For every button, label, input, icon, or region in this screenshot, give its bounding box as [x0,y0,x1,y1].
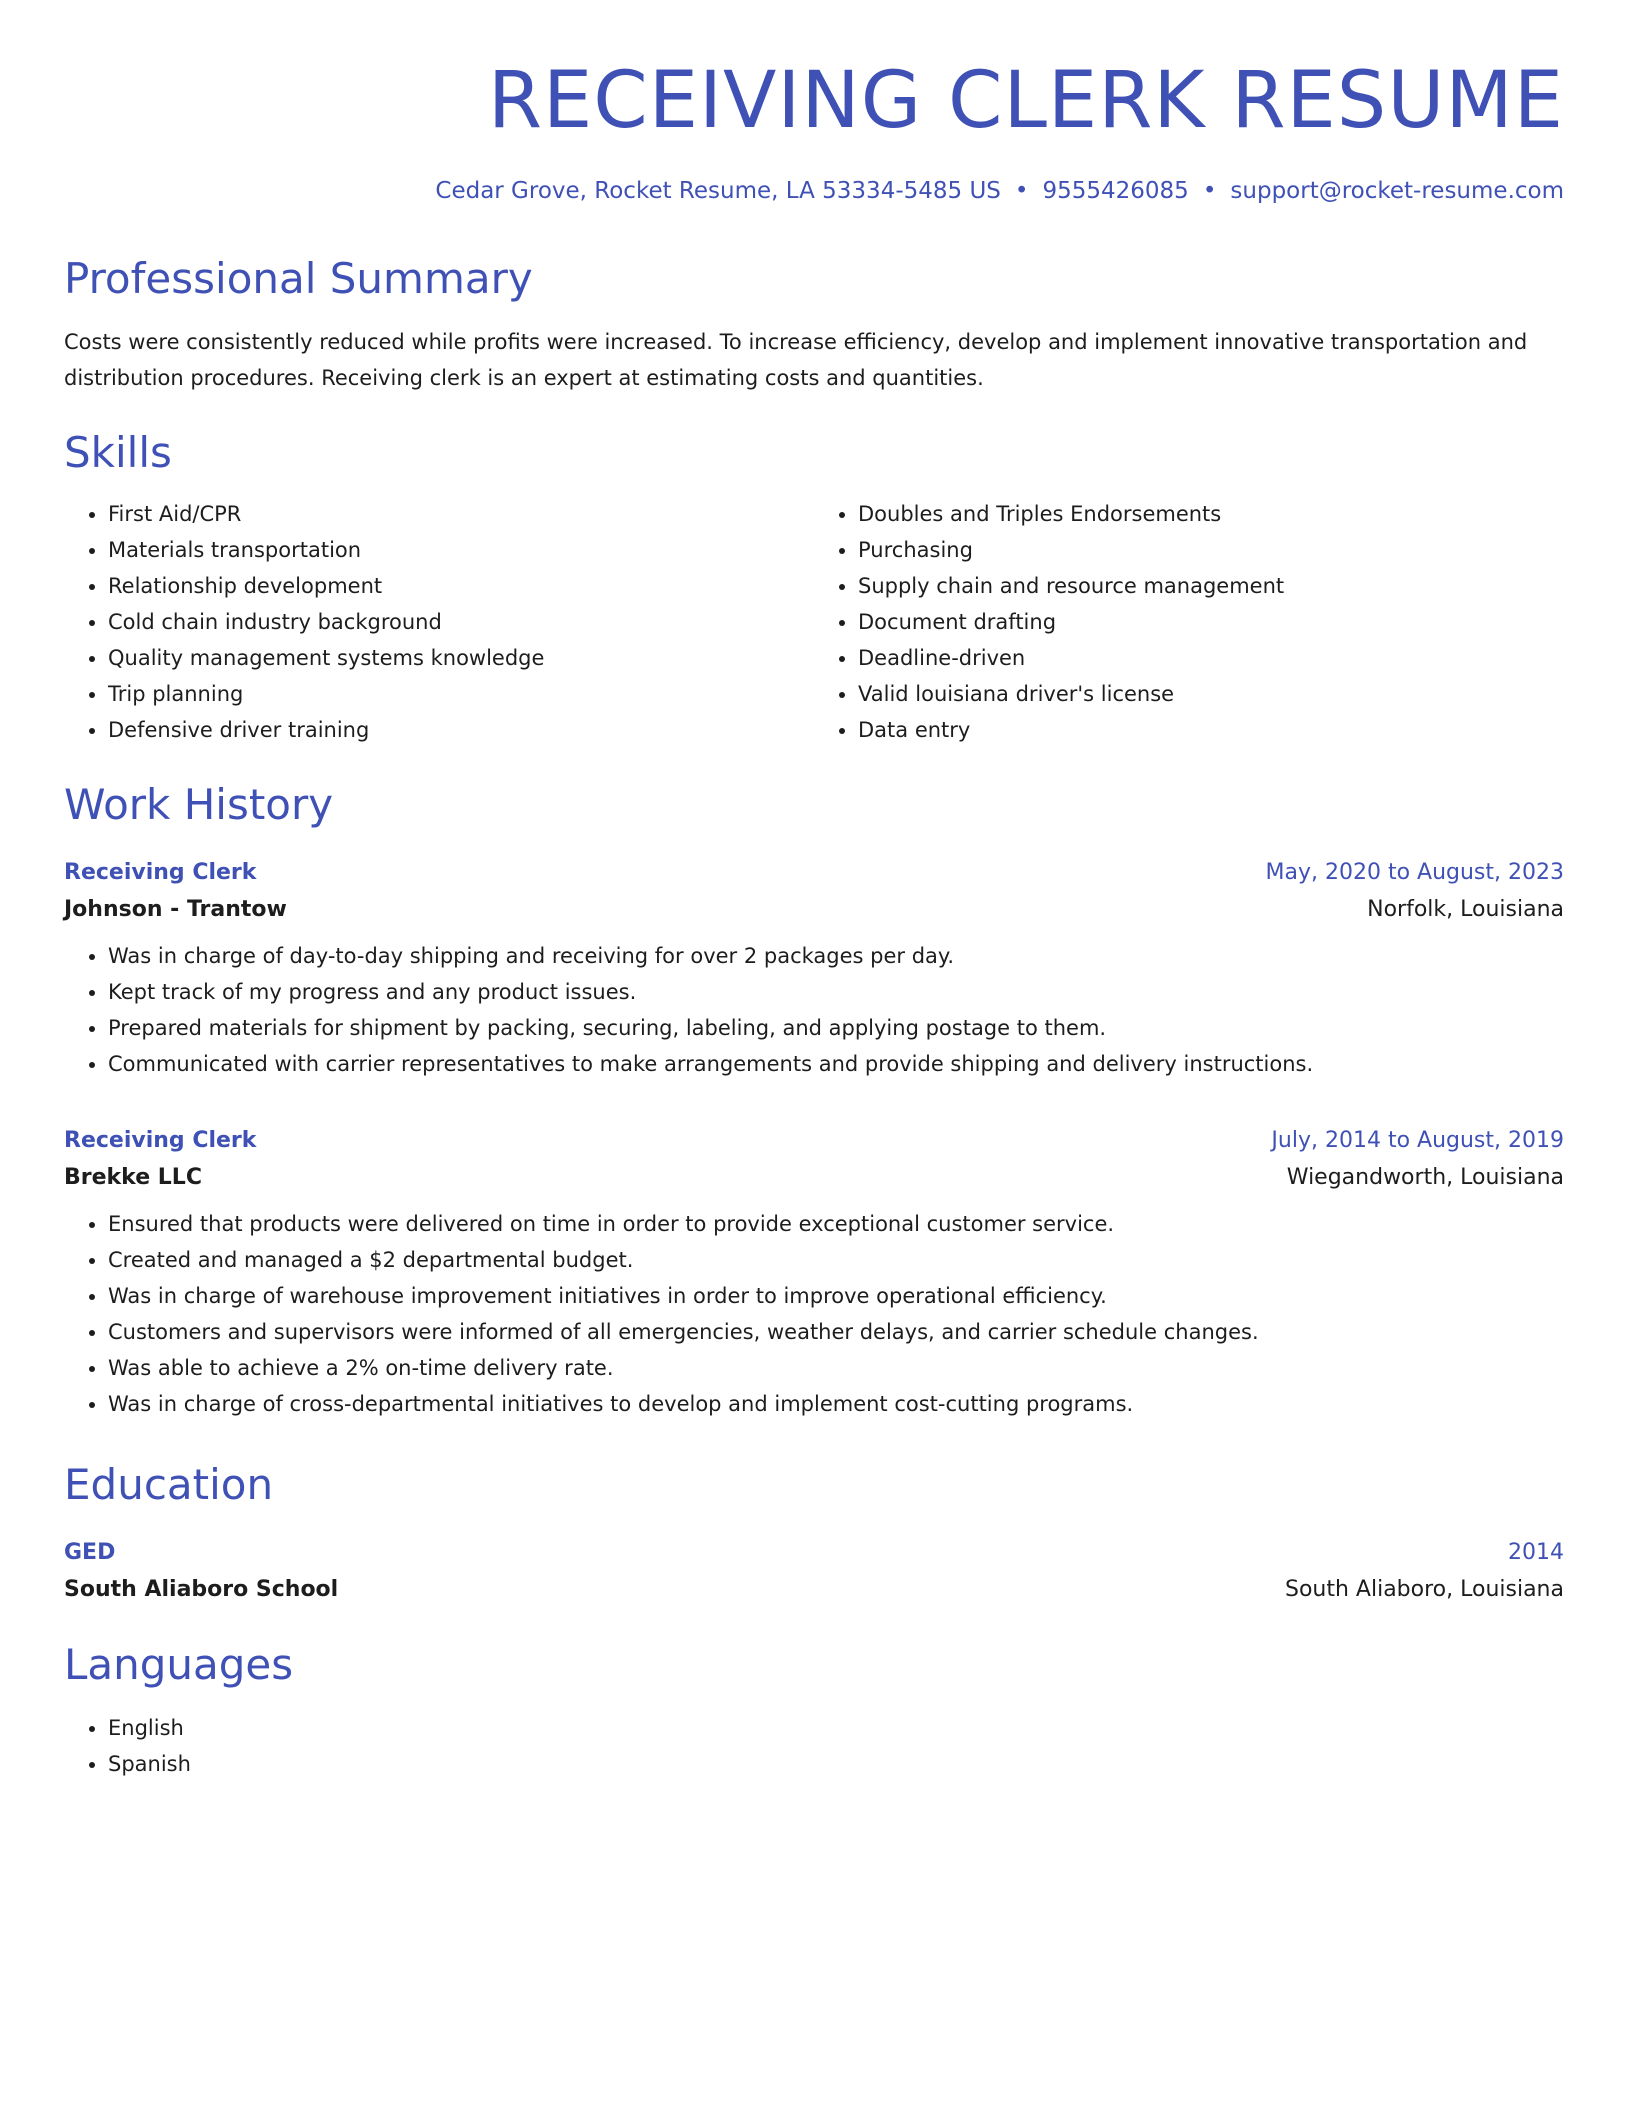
job-bullet: • Ensured that products were delivered on time in order to provide exceptional customer service. [108,1206,1564,1242]
job-title: Receiving Clerk [64,1128,257,1153]
skill-item: • Cold chain industry background [108,604,814,640]
language-item: • Spanish [108,1746,1564,1782]
job-company: Johnson - Trantow [64,897,287,922]
resume-title: RECEIVING CLERK RESUME [487,56,1564,146]
skills-columns [64,496,1564,748]
job-dates: July, 2014 to August, 2019 [1271,1128,1564,1153]
skill-item: • Valid louisiana driver's license [858,676,1564,712]
skill-item: • First Aid/CPR [108,496,814,532]
skill-item: • Deadline-driven [858,640,1564,676]
job-bullet: • Was able to achieve a 2% on-time delivery rate. [108,1350,1564,1386]
job-bullet: • Was in charge of day-to-day shipping and receiving for over 2 packages per day. [108,938,1564,974]
contact-separator: • [1202,178,1217,204]
contact-line [64,178,1564,204]
education-entry [64,1540,1564,1602]
skill-item: • Document drafting [858,604,1564,640]
job-bullet: • Was in charge of warehouse improvement initiatives in order to improve operational efficiency. [108,1278,1564,1314]
job-bullets [64,938,1564,1082]
languages-list [64,1710,1564,1782]
contact-separator: • [1014,178,1029,204]
job-dates: May, 2020 to August, 2023 [1265,860,1564,885]
resume-page [64,0,1564,1782]
skills-list-right [814,496,1564,748]
skill-item: • Materials transportation [108,532,814,568]
job-bullet: • Created and managed a $2 departmental budget. [108,1242,1564,1278]
contact-address: Cedar Grove, Rocket Resume, LA 53334-5485 US [435,178,1001,204]
job-bullet: • Kept track of my progress and any product issues. [108,974,1564,1010]
job-company: Brekke LLC [64,1165,202,1190]
job-bullets [64,1206,1564,1422]
skill-item: • Doubles and Triples Endorsements [858,496,1564,532]
education-year: 2014 [1508,1540,1564,1565]
skill-item: • Quality management systems knowledge [108,640,814,676]
job-bullet: • Communicated with carrier representatives to make arrangements and provide shipping and delivery instructions. [108,1046,1564,1082]
skill-item: • Data entry [858,712,1564,748]
education-school: South Aliaboro School [64,1577,339,1602]
skill-item: • Defensive driver training [108,712,814,748]
skills-list-left [64,496,814,748]
job-bullet: • Customers and supervisors were informed of all emergencies, weather delays, and carrier schedule changes. [108,1314,1564,1350]
languages-heading: Languages [64,1640,294,1689]
skill-item: • Trip planning [108,676,814,712]
contact-email: support@rocket-resume.com [1230,178,1564,204]
job-location: Wiegandworth, Louisiana [1286,1165,1564,1190]
summary-text: Costs were consistently reduced while profits were increased. To increase efficiency, develop and implement innovative transportation and distribution procedures. Receiving clerk is an expert at estimating costs and quantities. [64,330,1528,390]
job-title: Receiving Clerk [64,860,257,885]
skill-item: • Relationship development [108,568,814,604]
skill-item: • Supply chain and resource management [858,568,1564,604]
job-entry [64,1128,1564,1422]
job-bullet: • Was in charge of cross-departmental initiatives to develop and implement cost-cutting programs. [108,1386,1564,1422]
education-location: South Aliaboro, Louisiana [1285,1577,1564,1602]
contact-phone: 9555426085 [1042,178,1189,204]
job-location: Norfolk, Louisiana [1367,897,1564,922]
education-heading: Education [64,1460,274,1509]
job-entry [64,860,1564,1082]
language-item: • English [108,1710,1564,1746]
summary-heading: Professional Summary [64,254,533,303]
work-history-heading: Work History [64,780,334,829]
education-degree: GED [64,1540,116,1565]
skills-heading: Skills [64,428,172,477]
job-bullet: • Prepared materials for shipment by packing, securing, labeling, and applying postage to them. [108,1010,1564,1046]
skill-item: • Purchasing [858,532,1564,568]
